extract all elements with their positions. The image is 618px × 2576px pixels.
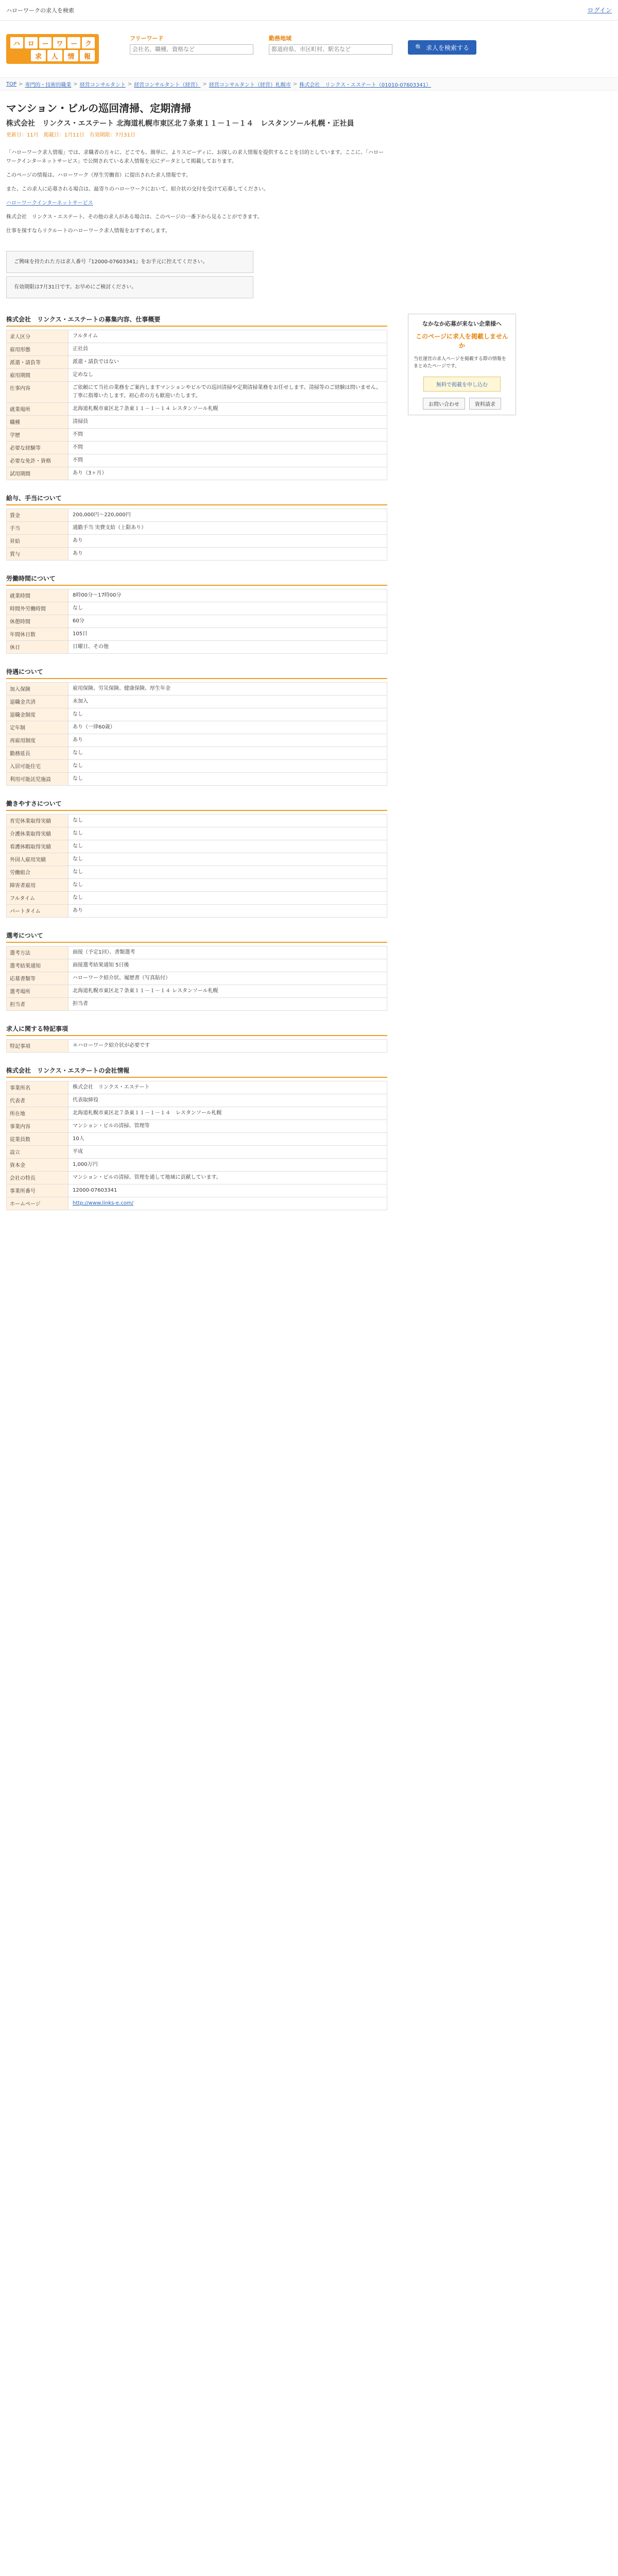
table-row [7,382,387,403]
breadcrumb: TOP > 専門的・技術的職業 > 経営コンサルタント > 経営コンサルタント（経営） > 経営コンサルタント（経営）札幌市 > 株式会社 リンクス・エステート（01010-07603341） [0,77,618,91]
row-value: 株式会社 リンクス・エステート [68,1081,387,1094]
row-label: 障害者雇用 [7,879,68,892]
row-value: なし [68,747,387,760]
page-title: マンション・ビルの巡回清掃、定期清掃 [6,102,192,114]
table-row [7,1133,387,1146]
info-table-wage [6,509,387,561]
row-value: 60分 [68,615,387,628]
top-bar [0,0,618,21]
row-label: 賃金 [7,509,68,522]
row-label: 看護休暇取得実績 [7,840,68,853]
breadcrumb-item[interactable]: 経営コンサルタント（経営） [134,82,201,88]
row-value: なし [68,866,387,879]
row-label: 会社の特長 [7,1172,68,1184]
info-table-basic [6,330,387,480]
row-label: 外国人雇用実績 [7,853,68,866]
info-table-company [6,1081,387,1210]
row-value: 12000-07603341 [68,1184,387,1197]
logo-char: 人 [47,50,62,61]
row-value: 200,000円〜220,000円 [68,509,387,522]
table-row [7,696,387,708]
site-logo[interactable] [6,34,99,64]
table-row [7,535,387,548]
intro-paragraph: 仕事を探すならリクルートのハローワーク求人情報をおすすめします。 [6,228,170,234]
row-value: 日曜日、その他 [68,641,387,654]
row-label: 事業所名 [7,1081,68,1094]
table-row [7,1172,387,1184]
row-label: 加入保険 [7,683,68,696]
table-row [7,369,387,382]
logo-char: ハ [10,37,23,48]
row-label: 退職金制度 [7,708,68,721]
section-title-wage: 給与、手当について [6,494,387,505]
sidebar [408,301,516,1210]
table-row [7,946,387,959]
row-value: 北海道札幌市東区北７条東１１－１－１４ レスタンソール札幌 [68,403,387,416]
row-value: あり [68,548,387,561]
table-row [7,905,387,918]
row-label: 休憩時間 [7,615,68,628]
row-value: 担当者 [68,998,387,1011]
main-column [6,301,387,1210]
table-row [7,467,387,480]
table-row [7,330,387,343]
row-label: 就業時間 [7,589,68,602]
notice-line: ご興味を持たれた方は求人番号『12000-07603341』をお手元に控えてください。 [14,259,208,265]
search-icon: 🔍 [415,44,423,51]
logo-char: ー [67,37,80,48]
table-row [7,1107,387,1120]
row-value: 不問 [68,429,387,442]
row-label: 必要な経験等 [7,442,68,454]
table-row [7,615,387,628]
row-value: ご依頼にて当社の業務をご案内しますマンションやビルでの巡回清掃や定期清掃業務をお任せします。清掃等のご経験は問いません。丁寧に指導いたします。初心者の方も歓迎いたします。 [68,382,387,403]
table-row [7,985,387,998]
row-value: 通勤手当 実費支給（上限あり） [68,522,387,535]
row-value: あり [68,535,387,548]
content [0,301,618,1210]
logo-char: ワ [53,37,66,48]
breadcrumb-item[interactable]: 株式会社 リンクス・エステート（01010-07603341） [299,82,432,88]
info-table-work_style [6,814,387,918]
row-label: 時間外労働時間 [7,602,68,615]
search-button-label: 求人を検索する [425,44,469,52]
row-label: 派遣・請負等 [7,356,68,369]
location-input[interactable] [269,44,392,55]
freeword-label: フリーワード [130,35,164,42]
info-table-special [6,1039,387,1053]
section-title-basic: 株式会社 リンクス・エステートの募集内容、仕事概要 [6,315,387,327]
notice-box [6,251,253,273]
table-row [7,708,387,721]
row-label: 再雇用制度 [7,734,68,747]
sidebar-title: なかなか応募が来ない企業様へ [422,320,502,327]
table-row [7,998,387,1011]
row-label: 学歴 [7,429,68,442]
row-label: 事業所番号 [7,1184,68,1197]
table-row [7,589,387,602]
breadcrumb-item[interactable]: TOP [6,81,17,87]
row-label: 育児休業取得実績 [7,815,68,827]
table-row [7,1040,387,1053]
search-button[interactable] [408,40,476,55]
row-value: 代表取締役 [68,1094,387,1107]
table-row [7,840,387,853]
row-value: なし [68,760,387,773]
row-label: 賞与 [7,548,68,561]
section-title-special: 求人に関する特記事項 [6,1024,387,1036]
table-row [7,683,387,696]
row-value: 不問 [68,454,387,467]
section-title-benefits: 待遇について [6,667,387,679]
section-title-company: 株式会社 リンクス・エステートの会社情報 [6,1066,387,1078]
meta-line: 更新日：11月 掲載日：1月11日 有効期限：7月31日 [6,132,135,138]
table-row [7,1081,387,1094]
login-link[interactable]: ログイン [587,7,612,14]
site-tagline: ハローワークの求人を検索 [6,7,74,14]
table-row [7,1184,387,1197]
row-label: 昇給 [7,535,68,548]
row-label: 所在地 [7,1107,68,1120]
row-label: 休日 [7,641,68,654]
header [0,21,618,77]
table-row [7,815,387,827]
row-value: 1,000万円 [68,1159,387,1172]
row-value: 面接選考結果通知 5日後 [68,959,387,972]
sidebar-card [408,314,516,415]
contact-button[interactable]: お問い合わせ [423,398,465,410]
logo-char: ー [39,37,52,48]
row-label: 職種 [7,416,68,429]
logo-char: ク [82,37,95,48]
table-row [7,1197,387,1210]
notice-line: 有効期限は7月31日です。お早めにご検討ください。 [14,284,137,290]
table-row [7,641,387,654]
table-row [7,509,387,522]
intro [0,141,391,248]
table-row [7,1094,387,1107]
table-row [7,602,387,615]
table-row [7,1120,387,1133]
row-label: 特記事項 [7,1040,68,1053]
row-label: パートタイム [7,905,68,918]
row-label: 勤務延長 [7,747,68,760]
intro-paragraph: また、この求人に応募される場合は、最寄りのハローワークにおいて、紹介状の交付を受けて応募してください。 [6,187,269,192]
row-label: 利用可能託児施設 [7,773,68,786]
row-label: 試用期間 [7,467,68,480]
intro-paragraph: このページの情報は、ハローワーク（厚生労働省）に提出された求人情報です。 [6,173,191,178]
table-row [7,747,387,760]
row-value: あり（3ヶ月） [68,467,387,480]
sidebar-text: 当社運営の求人ページを掲載する際の情報をまとめたページです。 [414,357,506,369]
row-label: 資本金 [7,1159,68,1172]
row-value: 正社員 [68,343,387,356]
info-table-benefits [6,682,387,786]
row-value[interactable]: http://www.links-e.com/ [68,1197,387,1210]
table-row [7,628,387,641]
row-value: なし [68,815,387,827]
row-value: なし [68,892,387,905]
sidebar-highlight: このページに求人を掲載しませんか [416,333,508,349]
row-value: ＊ハローワーク紹介状が必要です [68,1040,387,1053]
table-row [7,853,387,866]
row-value: 北海道札幌市東区北７条東１１－１－１４ レスタンソール札幌 [68,985,387,998]
table-row [7,403,387,416]
row-value: なし [68,602,387,615]
row-label: 選考結果通知 [7,959,68,972]
row-value: 面接（予定1回）、書類選考 [68,946,387,959]
row-label: 労働組合 [7,866,68,879]
row-label: 担当者 [7,998,68,1011]
table-row [7,773,387,786]
row-label: 年間休日数 [7,628,68,641]
breadcrumb-item[interactable]: 専門的・技術的職業 [25,82,72,88]
row-value: フルタイム [68,330,387,343]
brochure-button[interactable]: 資料請求 [469,398,501,410]
table-row [7,866,387,879]
table-row [7,721,387,734]
section-title-work_style: 働きやすさについて [6,799,387,811]
row-value: 清掃員 [68,416,387,429]
row-value: なし [68,708,387,721]
breadcrumb-item[interactable]: 経営コンサルタント（経営）札幌市 [209,82,291,88]
row-label: フルタイム [7,892,68,905]
info-table-hours [6,589,387,654]
table-row [7,548,387,561]
breadcrumb-item[interactable]: 経営コンサルタント [79,82,126,88]
row-value: ハローワーク紹介状、履歴書（写真貼付） [68,972,387,985]
row-value: あり [68,734,387,747]
search-area [130,34,476,55]
info-table-application [6,946,387,1011]
hellowork-link[interactable]: ハローワークインターネットサービス [6,200,93,206]
table-row [7,734,387,747]
row-value: 平成 [68,1146,387,1159]
section-title-hours: 労働時間について [6,574,387,586]
table-row [7,442,387,454]
sidebar-apply-button[interactable]: 無料で掲載を申し込む [423,377,501,392]
section-title-application: 選考について [6,931,387,943]
row-label: 選考方法 [7,946,68,959]
row-label: 必要な免許・資格 [7,454,68,467]
row-label: 雇用形態 [7,343,68,356]
row-label: 従業員数 [7,1133,68,1146]
row-label: 選考場所 [7,985,68,998]
intro-paragraph: 株式会社 リンクス・エステート、その他の求人がある場合は、このページの一番下から見ることができます。 [6,214,263,220]
location-label: 勤務地域 [269,35,291,42]
row-label: 定年制 [7,721,68,734]
company-line: 株式会社 リンクス・エステート 北海道札幌市東区北７条東１１－１－１４ レスタンソール札幌・正社員 [6,120,354,128]
logo-char: 情 [64,50,79,61]
row-value: マンション・ビルの清掃、管理を通して地域に貢献しています。 [68,1172,387,1184]
row-value: なし [68,827,387,840]
row-label: 求人区分 [7,330,68,343]
table-row [7,1159,387,1172]
row-value: 派遣・請負ではない [68,356,387,369]
row-label: ホームページ [7,1197,68,1210]
row-label: 退職金共済 [7,696,68,708]
table-row [7,1146,387,1159]
row-label: 介護休業取得実績 [7,827,68,840]
row-value: 未加入 [68,696,387,708]
row-label: 事業内容 [7,1120,68,1133]
row-value: あり [68,905,387,918]
row-value: あり（一律60歳） [68,721,387,734]
row-value: 105日 [68,628,387,641]
freeword-input[interactable] [130,44,253,55]
row-label: 就業場所 [7,403,68,416]
intro-paragraph: 「ハローワーク求人情報」では、求職者の方々に、どこでも、簡単に、よりスピーディに、お探しの求人情報を提供することを目的としています。ここに、「ハローワークインターネットサービス」で公開されている求人情報を元にデータとして掲載しております。 [6,150,384,164]
row-label: 仕事内容 [7,382,68,403]
table-row [7,827,387,840]
table-row [7,892,387,905]
table-row [7,522,387,535]
row-value: なし [68,879,387,892]
row-value: マンション・ビルの清掃、管理等 [68,1120,387,1133]
row-label: 手当 [7,522,68,535]
row-value: 10人 [68,1133,387,1146]
table-row [7,429,387,442]
table-row [7,454,387,467]
row-label: 入居可能住宅 [7,760,68,773]
row-value: 北海道札幌市東区北７条東１１－１－１４ レスタンソール札幌 [68,1107,387,1120]
row-label: 雇用期間 [7,369,68,382]
table-row [7,416,387,429]
row-value: 雇用保険、労災保険、健康保険、厚生年金 [68,683,387,696]
row-label: 設立 [7,1146,68,1159]
title-area [0,91,391,141]
logo-char: 報 [80,50,95,61]
notice-box [6,276,253,298]
table-row [7,879,387,892]
row-value: なし [68,853,387,866]
row-value: 定めなし [68,369,387,382]
row-value: なし [68,840,387,853]
row-label: 応募書類等 [7,972,68,985]
row-value: 不問 [68,442,387,454]
row-value: なし [68,773,387,786]
row-value: 8時00分〜17時00分 [68,589,387,602]
logo-char: ロ [25,37,38,48]
row-label: 代表者 [7,1094,68,1107]
table-row [7,959,387,972]
table-row [7,343,387,356]
table-row [7,356,387,369]
table-row [7,760,387,773]
logo-char: 求 [31,50,46,61]
table-row [7,972,387,985]
